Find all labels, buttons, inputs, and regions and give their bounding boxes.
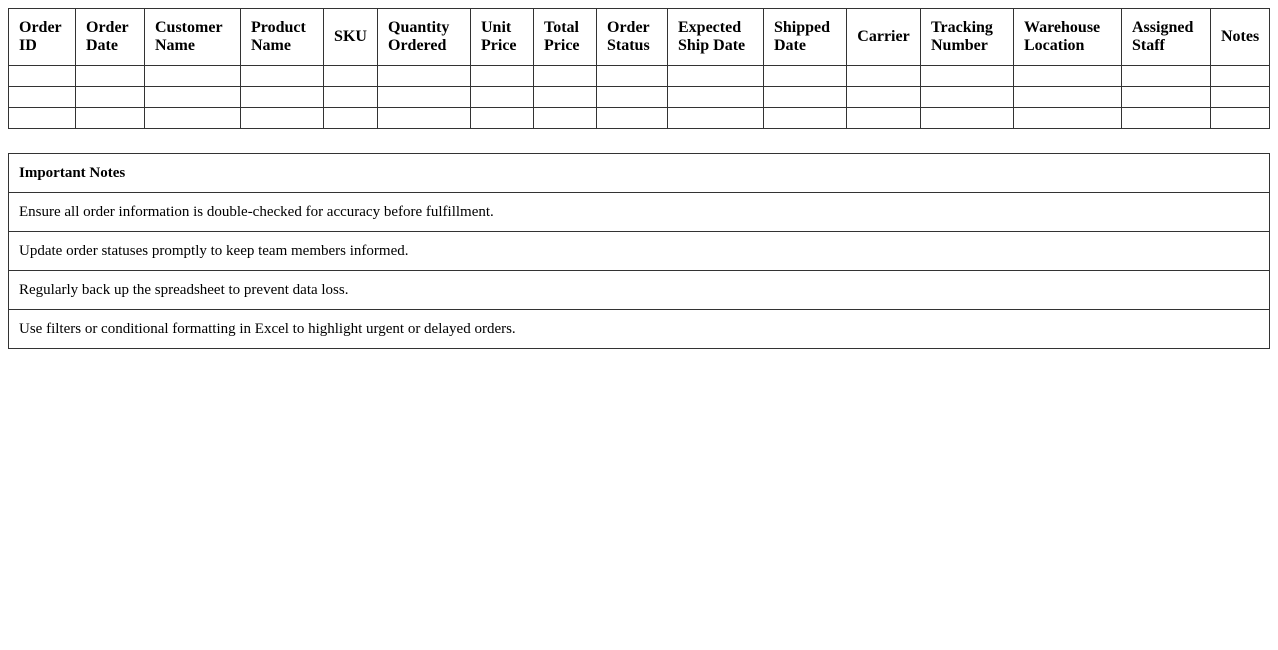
note-item: Use filters or conditional formatting in Excel to highlight urgent or delayed orders. — [9, 310, 1270, 349]
table-cell[interactable] — [471, 108, 534, 129]
table-cell[interactable] — [76, 108, 145, 129]
column-header: SKU — [324, 9, 378, 66]
table-cell[interactable] — [1122, 108, 1211, 129]
table-cell[interactable] — [1211, 108, 1270, 129]
table-cell[interactable] — [921, 66, 1014, 87]
table-cell[interactable] — [597, 66, 668, 87]
column-header: Order Status — [597, 9, 668, 66]
column-header: Notes — [1211, 9, 1270, 66]
table-cell[interactable] — [9, 108, 76, 129]
table-cell[interactable] — [764, 87, 847, 108]
column-header: Total Price — [534, 9, 597, 66]
column-header: Quantity Ordered — [378, 9, 471, 66]
table-cell[interactable] — [241, 87, 324, 108]
column-header: Carrier — [847, 9, 921, 66]
table-cell[interactable] — [76, 66, 145, 87]
column-header: Expected Ship Date — [668, 9, 764, 66]
table-cell[interactable] — [9, 87, 76, 108]
table-cell[interactable] — [378, 108, 471, 129]
header-row — [9, 9, 1270, 66]
table-cell[interactable] — [847, 87, 921, 108]
table-cell[interactable] — [471, 66, 534, 87]
column-header: Shipped Date — [764, 9, 847, 66]
column-header: Tracking Number — [921, 9, 1014, 66]
table-cell[interactable] — [921, 108, 1014, 129]
table-cell[interactable] — [1122, 66, 1211, 87]
table-cell[interactable] — [764, 108, 847, 129]
table-cell[interactable] — [764, 66, 847, 87]
table-cell[interactable] — [597, 108, 668, 129]
table-cell[interactable] — [1211, 87, 1270, 108]
table-cell[interactable] — [9, 66, 76, 87]
table-cell[interactable] — [241, 108, 324, 129]
table-cell[interactable] — [471, 87, 534, 108]
table-cell[interactable] — [1014, 108, 1122, 129]
table-cell[interactable] — [921, 87, 1014, 108]
table-cell[interactable] — [1014, 87, 1122, 108]
column-header: Product Name — [241, 9, 324, 66]
table-cell[interactable] — [324, 108, 378, 129]
table-cell[interactable] — [378, 66, 471, 87]
table-row — [9, 66, 1270, 87]
table-cell[interactable] — [847, 66, 921, 87]
table-cell[interactable] — [668, 87, 764, 108]
column-header: Customer Name — [145, 9, 241, 66]
table-cell[interactable] — [1014, 66, 1122, 87]
column-header: Unit Price — [471, 9, 534, 66]
table-cell[interactable] — [324, 87, 378, 108]
notes-title: Important Notes — [9, 154, 1270, 193]
table-cell[interactable] — [1122, 87, 1211, 108]
table-cell[interactable] — [76, 87, 145, 108]
table-cell[interactable] — [534, 87, 597, 108]
table-cell[interactable] — [241, 66, 324, 87]
column-header: Warehouse Location — [1014, 9, 1122, 66]
column-header: Order Date — [76, 9, 145, 66]
table-cell[interactable] — [668, 108, 764, 129]
table-cell[interactable] — [1211, 66, 1270, 87]
table-cell[interactable] — [145, 87, 241, 108]
note-item: Update order statuses promptly to keep team members informed. — [9, 232, 1270, 271]
table-cell[interactable] — [324, 66, 378, 87]
table-cell[interactable] — [378, 87, 471, 108]
table-cell[interactable] — [534, 108, 597, 129]
table-cell[interactable] — [597, 87, 668, 108]
table-cell[interactable] — [534, 66, 597, 87]
note-item: Regularly back up the spreadsheet to prevent data loss. — [9, 271, 1270, 310]
table-cell[interactable] — [847, 108, 921, 129]
note-item: Ensure all order information is double-checked for accuracy before fulfillment. — [9, 193, 1270, 232]
table-cell[interactable] — [145, 108, 241, 129]
orders-table — [8, 8, 1270, 129]
table-row — [9, 87, 1270, 108]
table-row — [9, 108, 1270, 129]
table-cell[interactable] — [145, 66, 241, 87]
column-header: Order ID — [9, 9, 76, 66]
table-cell[interactable] — [668, 66, 764, 87]
important-notes-table — [8, 153, 1270, 349]
column-header: Assigned Staff — [1122, 9, 1211, 66]
